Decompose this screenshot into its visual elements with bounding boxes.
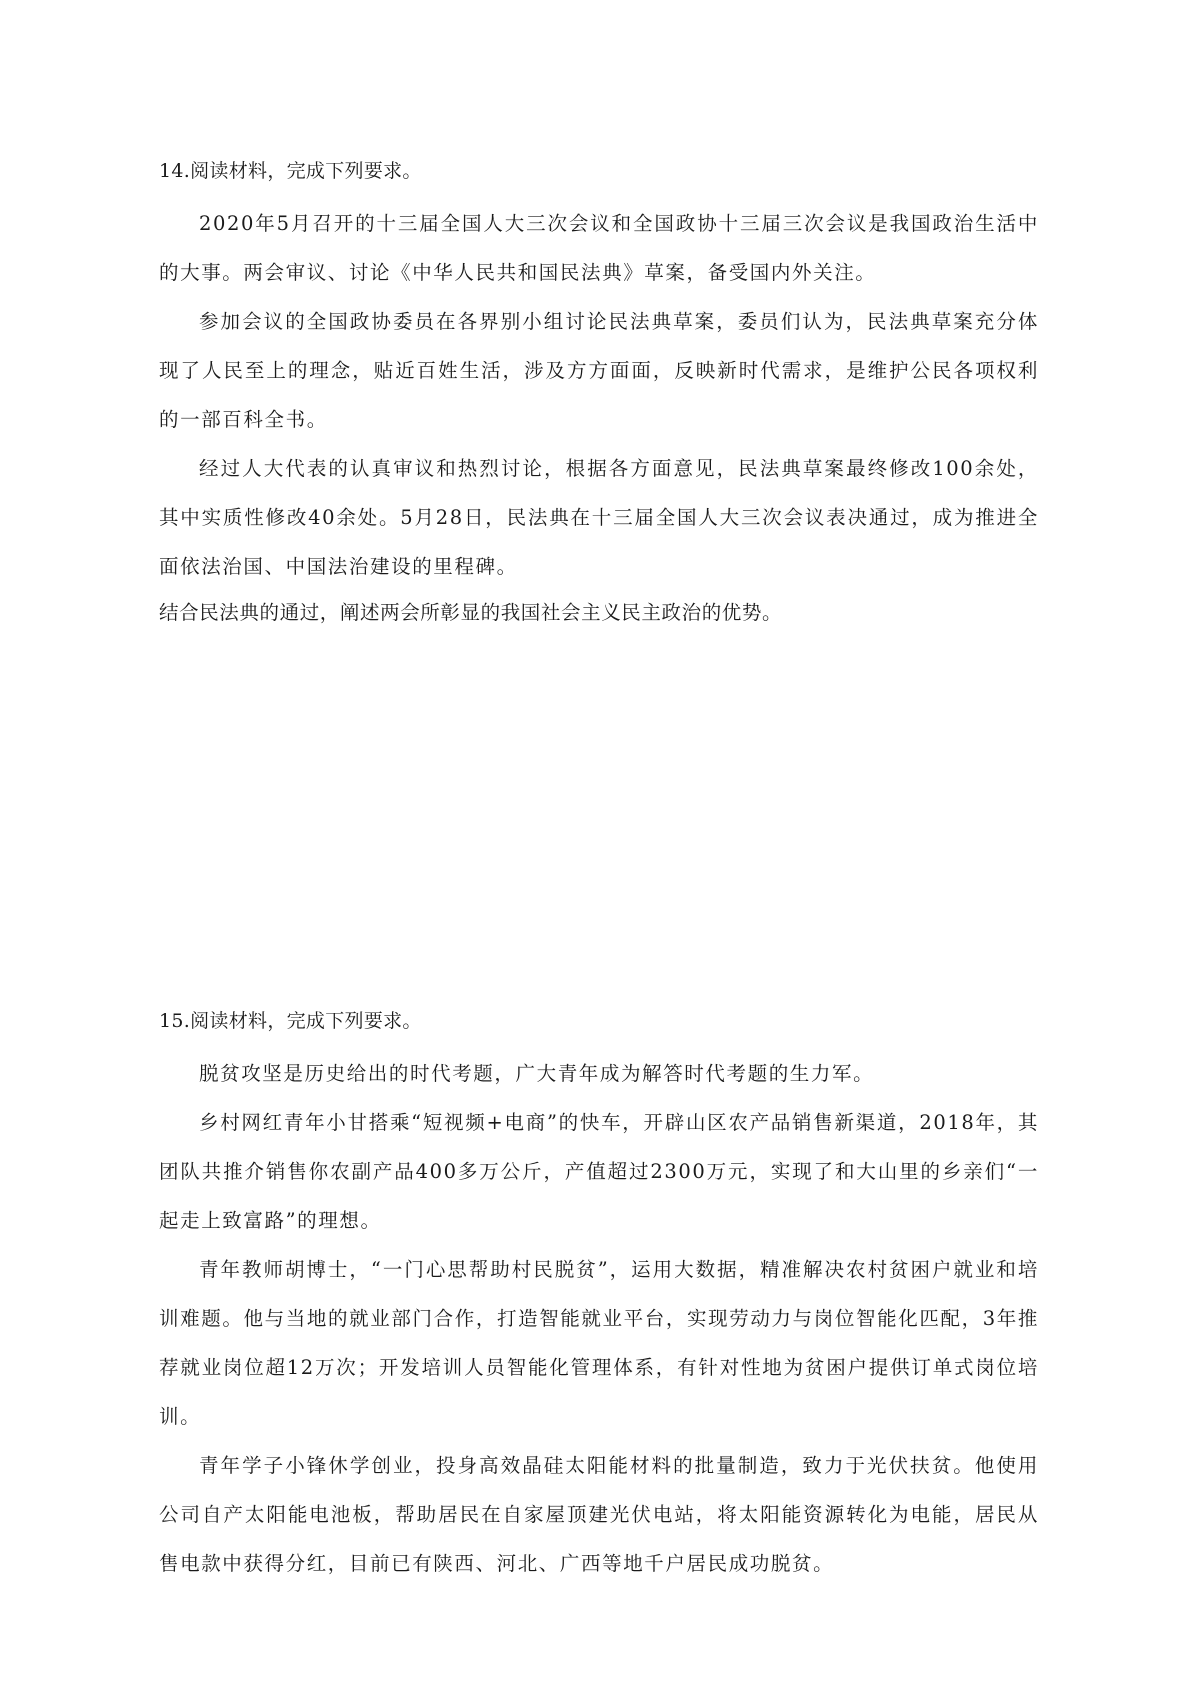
question-14-paragraph-2: 参加会议的全国政协委员在各界别小组讨论民法典草案，委员们认为，民法典草案充分体现了人民至上的理念，贴近百姓生活，涉及方方面面，反映新时代需求，是维护公民各项权利的一部百科全书。 [159,310,1039,431]
question-15-title: 15.阅读材料，完成下列要求。 [159,1010,422,1032]
question-14-paragraph-3: 经过人大代表的认真审议和热烈讨论，根据各方面意见，民法典草案最终修改100余处，其中实质性修改40余处。5月28日，民法典在十三届全国人大三次会议表决通过，成为推进全面依法治国、中国法治建设的里程碑。 [159,457,1039,578]
question-15 [159,1005,1039,1588]
question-14-title: 14.阅读材料，完成下列要求。 [159,160,422,182]
question-15-paragraph-2: 乡村网红青年小甘搭乘“短视频+电商”的快车，开辟山区农产品销售新渠道，2018年，其团队共推介销售你农副产品400多万公斤，产值超过2300万元，实现了和大山里的乡亲们“一起走上致富路”的理想。 [159,1111,1039,1232]
question-15-paragraph-3: 青年教师胡博士，“一门心思帮助村民脱贫”，运用大数据，精准解决农村贫困户就业和培训难题。他与当地的就业部门合作，打造智能就业平台，实现劳动力与岗位智能化匹配，3年推荐就业岗位超12万次；开发培训人员智能化管理体系，有针对性地为贫困户提供订单式岗位培训。 [159,1258,1039,1428]
question-15-paragraph-1: 脱贫攻坚是历史给出的时代考题，广大青年成为解答时代考题的生力军。 [199,1062,875,1085]
question-14 [159,155,1039,635]
question-14-paragraph-1: 2020年5月召开的十三届全国人大三次会议和全国政协十三届三次会议是我国政治生活中的大事。两会审议、讨论《中华人民共和国民法典》草案，备受国内外关注。 [159,212,1039,284]
question-14-prompt: 结合民法典的通过，阐述两会所彰显的我国社会主义民主政治的优势。 [159,601,783,624]
question-15-paragraph-4: 青年学子小锋休学创业，投身高效晶硅太阳能材料的批量制造，致力于光伏扶贫。他使用公司自产太阳能电池板，帮助居民在自家屋顶建光伏电站，将太阳能资源转化为电能，居民从售电款中获得分红，目前已有陕西、河北、广西等地千户居民成功脱贫。 [159,1454,1039,1575]
